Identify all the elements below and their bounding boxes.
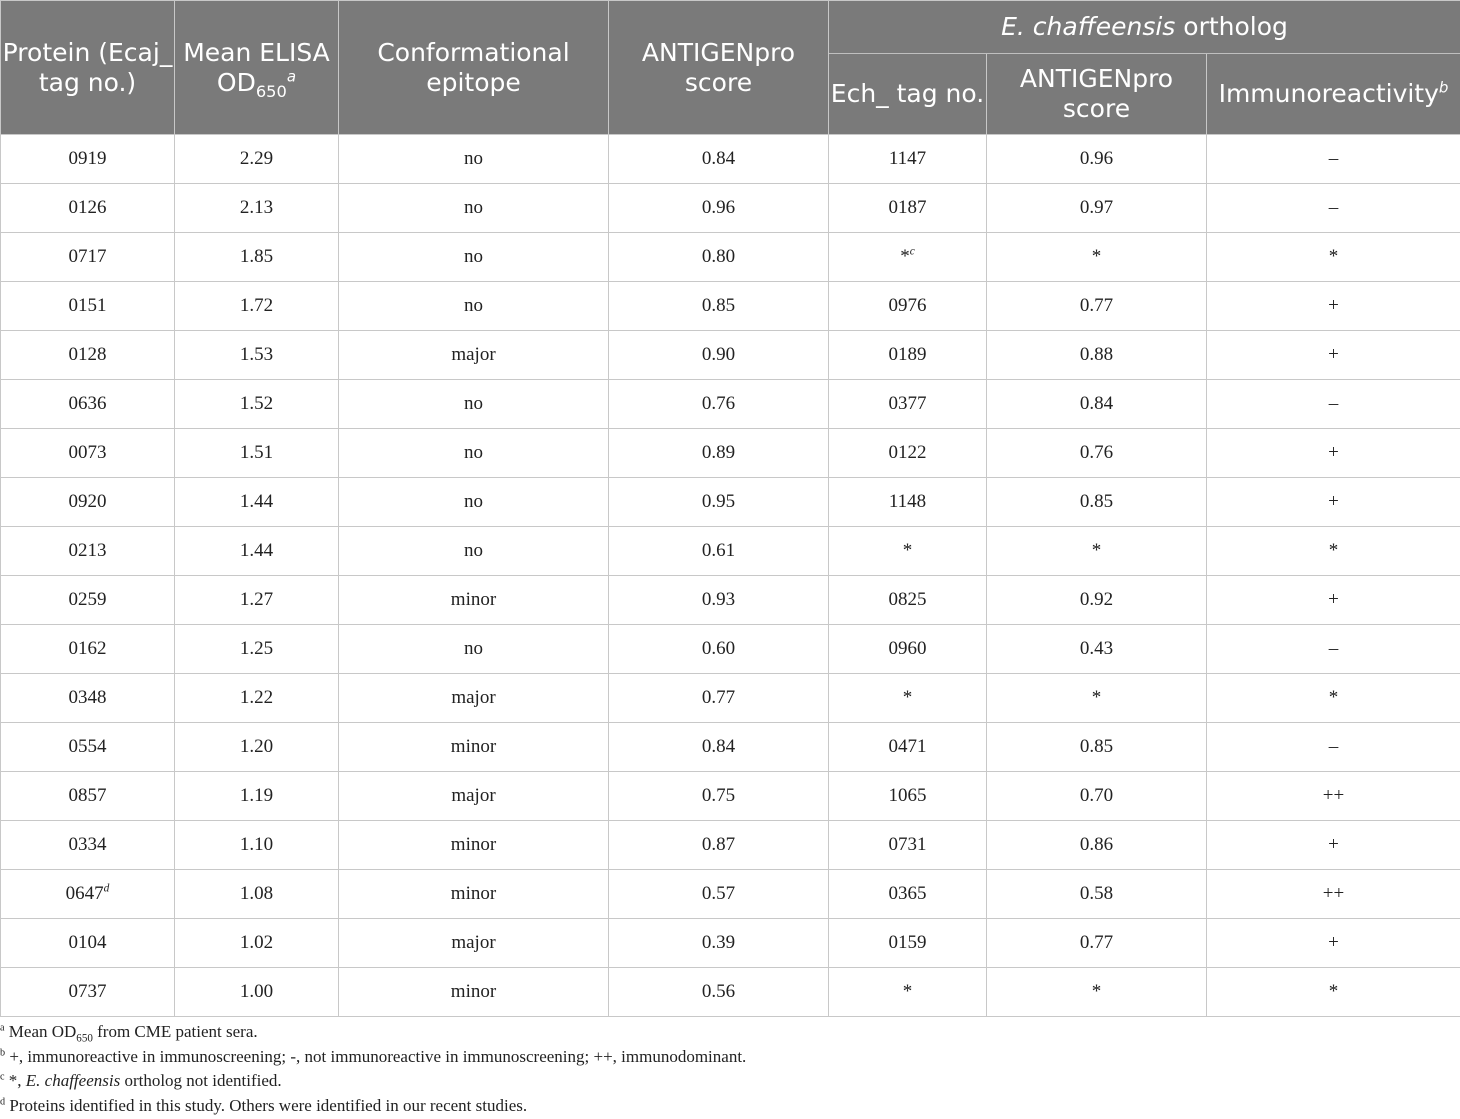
cell-ech-antigenpro: 0.43 <box>987 625 1207 674</box>
cell-antigenpro: 0.80 <box>609 233 829 282</box>
cell-ech-tag: *$^c$ <box>829 233 987 282</box>
cell-conformational: minor <box>339 821 609 870</box>
cell-ech-tag: 0976 <box>829 282 987 331</box>
cell-mean-od: 2.13 <box>175 184 339 233</box>
cell-conformational: major <box>339 674 609 723</box>
cell-protein: 0073 <box>1 429 175 478</box>
footnote-b: $^b$ +, immunoreactive in immunoscreening; -, not immunoreactive in immunoscreening; ++, immunodominant. <box>0 1046 747 1066</box>
table-row <box>1 135 1460 184</box>
cell-conformational: minor <box>339 968 609 1017</box>
cell-ech-antigenpro: 0.77 <box>987 919 1207 968</box>
cell-immunoreactivity: ++ <box>1207 870 1460 919</box>
cell-immunoreactivity: + <box>1207 821 1460 870</box>
cell-mean-od: 1.25 <box>175 625 339 674</box>
cell-mean-od: 2.29 <box>175 135 339 184</box>
cell-antigenpro: 0.60 <box>609 625 829 674</box>
cell-antigenpro: 0.87 <box>609 821 829 870</box>
table-row <box>1 478 1460 527</box>
cell-protein: 0717 <box>1 233 175 282</box>
cell-ech-tag: 0377 <box>829 380 987 429</box>
cell-mean-od: 1.51 <box>175 429 339 478</box>
cell-conformational: no <box>339 380 609 429</box>
cell-antigenpro: 0.93 <box>609 576 829 625</box>
header-antigenpro-score: ANTIGENpro score <box>609 1 829 135</box>
cell-mean-od: 1.10 <box>175 821 339 870</box>
footnote-c: $^c$ *, E. chaffeensis ortholog not identified. <box>0 1071 282 1090</box>
cell-protein: 0151 <box>1 282 175 331</box>
header-mean-elisa: Mean ELISA $OD_{650}^a$ <box>175 1 339 135</box>
cell-conformational: no <box>339 625 609 674</box>
cell-ech-tag: 1147 <box>829 135 987 184</box>
header-ech-antigenpro: ANTIGENpro score <box>987 54 1207 135</box>
cell-ech-antigenpro: * <box>987 527 1207 576</box>
table-row <box>1 674 1460 723</box>
cell-mean-od: 1.44 <box>175 527 339 576</box>
cell-antigenpro: 0.95 <box>609 478 829 527</box>
cell-antigenpro: 0.85 <box>609 282 829 331</box>
cell-mean-od: 1.85 <box>175 233 339 282</box>
table-row <box>1 968 1460 1017</box>
cell-protein: 0128 <box>1 331 175 380</box>
cell-ech-antigenpro: 0.86 <box>987 821 1207 870</box>
cell-protein: 0919 <box>1 135 175 184</box>
cell-antigenpro: 0.76 <box>609 380 829 429</box>
cell-conformational: major <box>339 919 609 968</box>
cell-ech-antigenpro: 0.84 <box>987 380 1207 429</box>
table-row <box>1 772 1460 821</box>
cell-ech-antigenpro: * <box>987 968 1207 1017</box>
cell-immunoreactivity: + <box>1207 331 1460 380</box>
cell-ech-antigenpro: 0.85 <box>987 723 1207 772</box>
cell-mean-od: 1.52 <box>175 380 339 429</box>
cell-ech-antigenpro: * <box>987 233 1207 282</box>
footnote-a: $^a$ Mean $OD_{650}$ from CME patient sera. <box>0 1022 258 1045</box>
cell-ech-tag: * <box>829 674 987 723</box>
cell-ech-antigenpro: 0.77 <box>987 282 1207 331</box>
cell-mean-od: 1.22 <box>175 674 339 723</box>
cell-ech-tag: 0122 <box>829 429 987 478</box>
cell-immunoreactivity: + <box>1207 576 1460 625</box>
cell-antigenpro: 0.96 <box>609 184 829 233</box>
cell-antigenpro: 0.77 <box>609 674 829 723</box>
cell-conformational: no <box>339 184 609 233</box>
cell-mean-od: 1.72 <box>175 282 339 331</box>
cell-immunoreactivity: – <box>1207 380 1460 429</box>
cell-conformational: minor <box>339 870 609 919</box>
table-row <box>1 233 1460 282</box>
cell-conformational: no <box>339 233 609 282</box>
cell-ech-tag: 0471 <box>829 723 987 772</box>
table-row <box>1 723 1460 772</box>
table-row <box>1 380 1460 429</box>
cell-immunoreactivity: * <box>1207 233 1460 282</box>
cell-protein: 0636 <box>1 380 175 429</box>
cell-ech-tag: 0731 <box>829 821 987 870</box>
cell-protein: 0348 <box>1 674 175 723</box>
cell-conformational: no <box>339 478 609 527</box>
cell-protein: 0647$^d$ <box>1 870 175 919</box>
cell-immunoreactivity: – <box>1207 625 1460 674</box>
cell-protein: 0920 <box>1 478 175 527</box>
cell-ech-tag: 0365 <box>829 870 987 919</box>
cell-ech-antigenpro: 0.97 <box>987 184 1207 233</box>
cell-ech-tag: * <box>829 527 987 576</box>
cell-ech-antigenpro: 0.88 <box>987 331 1207 380</box>
cell-immunoreactivity: + <box>1207 429 1460 478</box>
header-protein: Protein (Ecaj_ tag no.) <box>1 1 175 135</box>
cell-ech-antigenpro: 0.96 <box>987 135 1207 184</box>
cell-antigenpro: 0.75 <box>609 772 829 821</box>
cell-protein: 0857 <box>1 772 175 821</box>
table-row <box>1 919 1460 968</box>
table-row <box>1 821 1460 870</box>
header-ech-tag: Ech_ tag no. <box>829 54 987 135</box>
cell-immunoreactivity: + <box>1207 919 1460 968</box>
cell-protein: 0104 <box>1 919 175 968</box>
cell-ech-tag: 0189 <box>829 331 987 380</box>
cell-ech-tag: 0187 <box>829 184 987 233</box>
table-row <box>1 625 1460 674</box>
cell-immunoreactivity: * <box>1207 968 1460 1017</box>
table-row <box>1 331 1460 380</box>
cell-antigenpro: 0.84 <box>609 135 829 184</box>
cell-antigenpro: 0.84 <box>609 723 829 772</box>
cell-ech-antigenpro: 0.92 <box>987 576 1207 625</box>
cell-mean-od: 1.19 <box>175 772 339 821</box>
table-row <box>1 429 1460 478</box>
cell-antigenpro: 0.61 <box>609 527 829 576</box>
cell-mean-od: 1.08 <box>175 870 339 919</box>
cell-immunoreactivity: * <box>1207 674 1460 723</box>
cell-conformational: major <box>339 772 609 821</box>
cell-protein: 0334 <box>1 821 175 870</box>
cell-mean-od: 1.53 <box>175 331 339 380</box>
cell-ech-tag: 0159 <box>829 919 987 968</box>
cell-mean-od: 1.27 <box>175 576 339 625</box>
table-body <box>1 135 1460 1017</box>
cell-immunoreactivity: ++ <box>1207 772 1460 821</box>
cell-conformational: minor <box>339 576 609 625</box>
cell-mean-od: 1.00 <box>175 968 339 1017</box>
cell-immunoreactivity: + <box>1207 282 1460 331</box>
footnote-d: $^d$ Proteins identified in this study. Others were identified in our recent studies. <box>0 1095 528 1115</box>
footnotes <box>0 1020 746 1118</box>
table-row <box>1 184 1460 233</box>
cell-protein: 0259 <box>1 576 175 625</box>
cell-mean-od: 1.20 <box>175 723 339 772</box>
header-conformational-epitope: Conformational epitope <box>339 1 609 135</box>
cell-ech-antigenpro: 0.76 <box>987 429 1207 478</box>
cell-immunoreactivity: – <box>1207 184 1460 233</box>
cell-protein: 0554 <box>1 723 175 772</box>
cell-immunoreactivity: * <box>1207 527 1460 576</box>
cell-ech-tag: 0825 <box>829 576 987 625</box>
table-row <box>1 576 1460 625</box>
header-ortholog-group: E. chaffeensis ortholog <box>829 1 1460 54</box>
cell-protein: 0213 <box>1 527 175 576</box>
cell-conformational: major <box>339 331 609 380</box>
cell-conformational: no <box>339 429 609 478</box>
cell-immunoreactivity: – <box>1207 135 1460 184</box>
cell-conformational: no <box>339 527 609 576</box>
table-row <box>1 527 1460 576</box>
cell-antigenpro: 0.56 <box>609 968 829 1017</box>
cell-immunoreactivity: – <box>1207 723 1460 772</box>
cell-antigenpro: 0.39 <box>609 919 829 968</box>
cell-ech-antigenpro: * <box>987 674 1207 723</box>
header-immunoreactivity: Immunoreactivity$^b$ <box>1207 54 1460 135</box>
cell-ech-antigenpro: 0.70 <box>987 772 1207 821</box>
cell-conformational: no <box>339 135 609 184</box>
cell-protein: 0162 <box>1 625 175 674</box>
table-row <box>1 282 1460 331</box>
cell-ech-tag: 1065 <box>829 772 987 821</box>
cell-conformational: minor <box>339 723 609 772</box>
cell-mean-od: 1.44 <box>175 478 339 527</box>
cell-antigenpro: 0.57 <box>609 870 829 919</box>
cell-immunoreactivity: + <box>1207 478 1460 527</box>
cell-antigenpro: 0.90 <box>609 331 829 380</box>
cell-antigenpro: 0.89 <box>609 429 829 478</box>
table-row <box>1 870 1460 919</box>
cell-mean-od: 1.02 <box>175 919 339 968</box>
cell-protein: 0126 <box>1 184 175 233</box>
cell-ech-tag: 1148 <box>829 478 987 527</box>
cell-conformational: no <box>339 282 609 331</box>
cell-protein: 0737 <box>1 968 175 1017</box>
cell-ech-antigenpro: 0.58 <box>987 870 1207 919</box>
cell-ech-tag: * <box>829 968 987 1017</box>
cell-ech-antigenpro: 0.85 <box>987 478 1207 527</box>
cell-ech-tag: 0960 <box>829 625 987 674</box>
